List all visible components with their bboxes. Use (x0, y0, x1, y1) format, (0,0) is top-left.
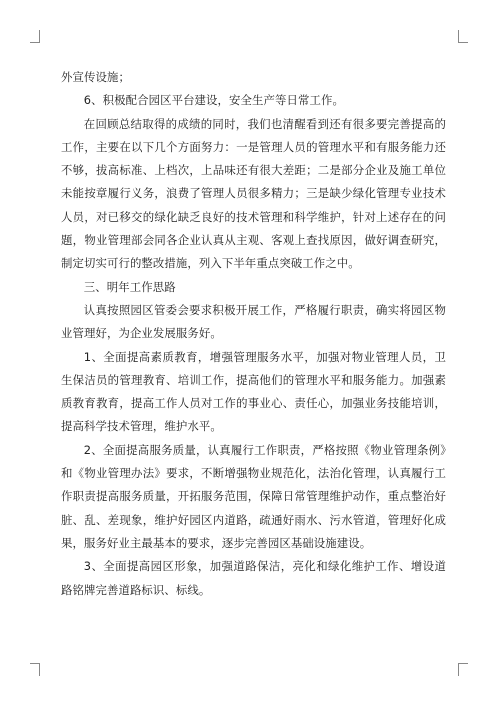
paragraph-intro: 认真按照园区管委会要求积极开展工作，严格履行职责，确实将园区物业管理好，为企业发展服务好。 (61, 302, 446, 341)
list-item-1: 1、全面提高素质教育，增强管理服务水平，加强对物业管理人员，卫生保洁员的管理教育、培训工作，提高他们的管理水平和服务能力。加强素质教育教育，提高工作人员对工作的事业心、责任心，加强业务技能培训，提高科学技术管理，维护水平。 (61, 349, 446, 434)
section-heading: 三、明年工作思路 (83, 279, 176, 294)
crop-mark-bottom-right (458, 663, 468, 676)
crop-mark-top-right (458, 30, 468, 43)
list-item-2: 2、全面提高服务质量，认真履行工作职责，严格按照《物业管理条例》和《物业管理办法》要求，不断增强物业规范化，法治化管理，认真履行工作职责提高服务质量，开拓服务范围，保障日常管理维护动作，重点整治好脏、乱、差现象，维护好园区内道路，疏通好雨水、污水管道，管理好化成果，服务好业主最基本的要求，逐步完善园区基础设施建设。 (61, 442, 446, 550)
paragraph-continuation: 外宣传设施； (61, 70, 130, 84)
list-item-3: 3、全面提高园区形象，加强道路保洁，亮化和绿化维护工作、增设道路铭牌完善道路标识、标线。 (61, 559, 446, 597)
document-body (61, 66, 446, 602)
list-item-6: 6、积极配合园区平台建设，安全生产等日常工作。 (83, 93, 344, 108)
paragraph-review: 在回顾总结取得的成绩的同时，我们也清醒看到还有很多要完善提高的工作，主要在以下几个方面努力：一是管理人员的管理水平和有服务能力还不够，拔高标准、上档次，上品味还有很大差距；二是部分企业及施工单位未能按章履行义务，浪费了管理人员很多精力；三是缺少绿化管理专业技术人员，对已移交的绿化缺乏良好的技术管理和科学维护，针对上述存在的问题，物业管理部会同各企业认真从主观、客观上查找原因，做好调查研究，制定切实可行的整改措施，列入下半年重点突破工作之中。 (61, 116, 446, 271)
crop-mark-bottom-left (30, 663, 40, 676)
crop-mark-top-left (30, 30, 40, 43)
